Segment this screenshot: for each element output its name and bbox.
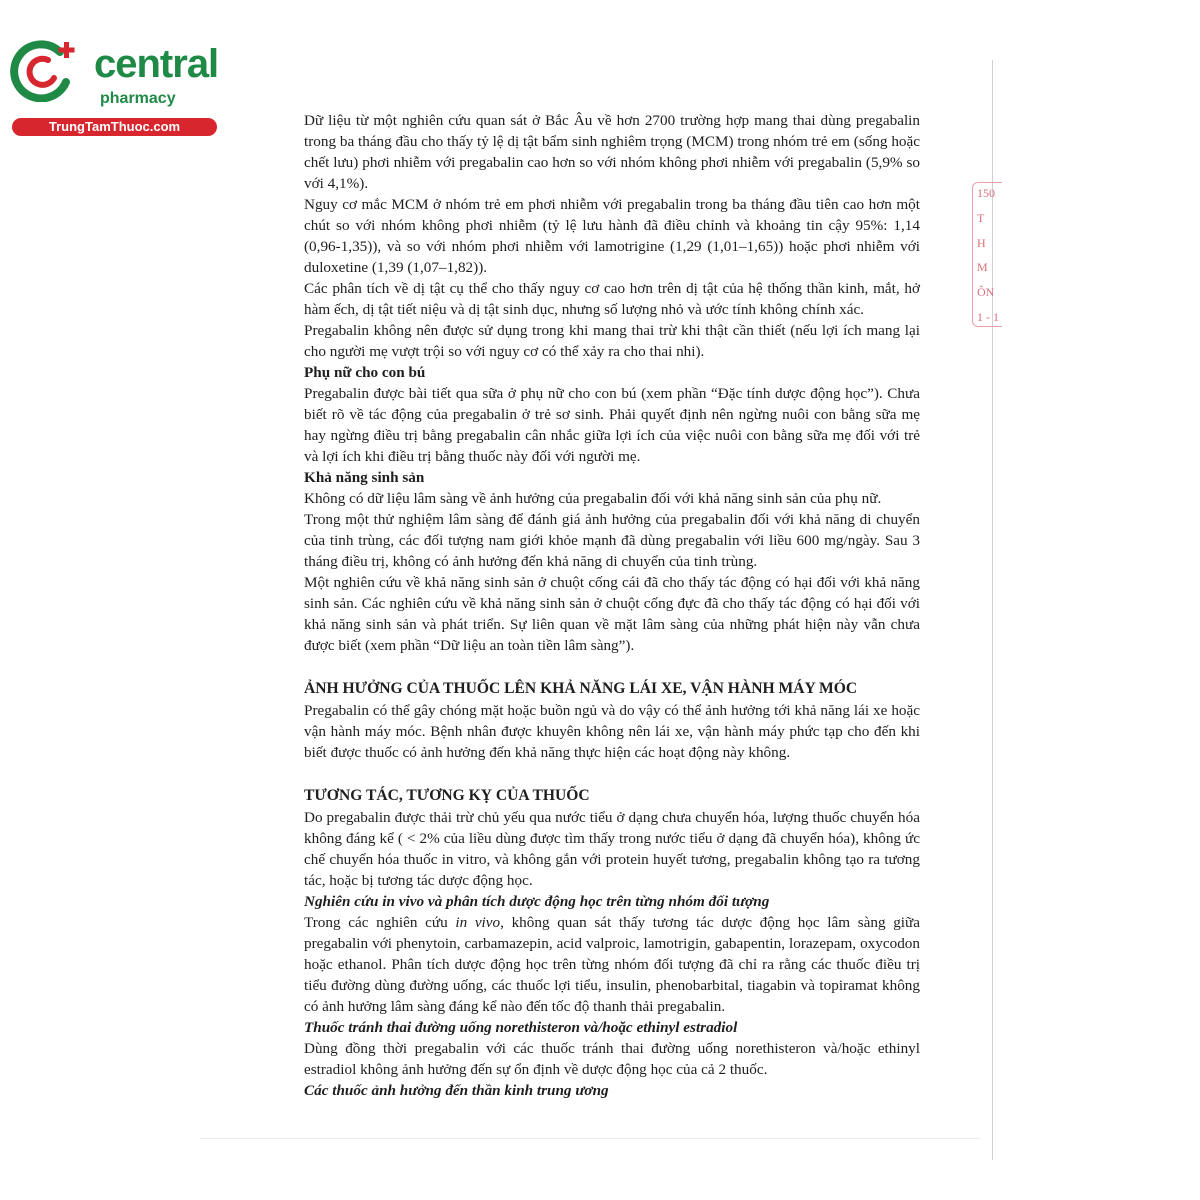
stamp-line: M xyxy=(977,260,988,275)
paragraph: Dữ liệu từ một nghiên cứu quan sát ở Bắc Âu về hơn 2700 trường hợp mang thai dùng pregabalin trong ba tháng đầu cho thấy tỷ lệ dị tật bẩm sinh nghiêm trọng (MCM) trong nhóm trẻ em (sống hoặc chết lưu) phơi nhiễm với pregabalin cao hơn so với nhóm không phơi nhiễm với pregabalin (5,9% so với 4,1%). xyxy=(304,112,920,192)
paragraph: Không có dữ liệu lâm sàng về ảnh hưởng của pregabalin đối với khả năng sinh sản của phụ nữ. xyxy=(304,490,882,507)
stamp-line: 150 xyxy=(977,186,995,200)
paragraph-text: Trong các nghiên cứu xyxy=(304,914,456,931)
central-pharmacy-logo[interactable] xyxy=(10,38,219,138)
paragraph: Pregabalin được bài tiết qua sữa ở phụ nữ cho con bú (xem phần “Đặc tính dược động học”). Chưa biết rõ về tác động của pregabalin ở trẻ sơ sinh. Phải quyết định nên ngừng nuôi con bằng sữa mẹ hay ngừng điều trị bằng pregabalin cân nhắc giữa lợi ích của việc nuôi con bằng sữa mẹ đối với trẻ và lợi ích khi điều trị bằng thuốc này đối với người mẹ. xyxy=(304,385,920,465)
logo-website: TrungTamThuoc.com xyxy=(12,118,217,136)
paragraph: Pregabalin có thể gây chóng mặt hoặc buồn ngủ và do vậy có thể ảnh hưởng tới khả năng lái xe hoặc vận hành máy móc. Bệnh nhân được khuyên không nên lái xe, vận hành máy phức tạp cho đến khi biết được thuốc có ảnh hưởng đến khả năng thực hiện các hoạt động này không. xyxy=(304,702,920,761)
paragraph xyxy=(304,912,920,1017)
subheading-in-vivo: Nghiên cứu in vivo và phân tích dược động học trên từng nhóm đối tượng xyxy=(304,893,770,910)
stamp-line: 1 - 1 xyxy=(977,309,999,324)
paragraph: Một nghiên cứu về khả năng sinh sản ở chuột cống cái đã cho thấy tác động có hại đối với khả năng sinh sản. Các nghiên cứu về khả năng sinh sản ở chuột cống đực đã cho thấy tác động có hại đối với khả năng sinh sản và phát triển. Sự liên quan về mặt lâm sàng của những phát hiện này vẫn chưa được biết (xem phần “Dữ liệu an toàn tiền lâm sàng”). xyxy=(304,574,920,654)
document-body xyxy=(304,110,920,1101)
page-edge-bottom xyxy=(200,1138,980,1139)
subheading-fertility: Khả năng sinh sản xyxy=(304,469,425,486)
paragraph: Dùng đồng thời pregabalin với các thuốc tránh thai đường uống norethisteron và/hoặc ethinyl estradiol không ảnh hưởng đến sự ổn định về dược động học của cả 2 thuốc. xyxy=(304,1040,920,1078)
section-heading-driving: ẢNH HƯỞNG CỦA THUỐC LÊN KHẢ NĂNG LÁI XE, VẬN HÀNH MÁY MÓC xyxy=(304,680,858,697)
subheading-cns-drugs: Các thuốc ảnh hưởng đến thần kinh trung ương xyxy=(304,1082,609,1099)
logo-subtitle: pharmacy xyxy=(100,90,176,107)
paragraph: Các phân tích về dị tật cụ thể cho thấy nguy cơ cao hơn trên dị tật của hệ thống thần kinh, mắt, hở hàm ếch, dị tật tiết niệu và dị tật sinh dục, nhưng số lượng nhỏ và ước tính không chính xác. xyxy=(304,280,920,318)
stamp-line: ÔN xyxy=(977,285,995,300)
logo-brand-text: central xyxy=(94,42,219,86)
paragraph: Nguy cơ mắc MCM ở nhóm trẻ em phơi nhiễm với pregabalin trong ba tháng đầu tiên cao hơn một chút so với nhóm không phơi nhiễm (tỷ lệ lưu hành đã điều chỉnh và khoảng tin cậy 95%: 1,14 (0,96-1,35)), và so với nhóm phơi nhiễm với lamotrigine (1,29 (1,01–1,65)) hoặc phơi nhiễm với duloxetine (1,39 (1,07–1,82)). xyxy=(304,196,920,276)
red-stamp-fragment xyxy=(972,182,1002,327)
pharmacy-cross-c-icon xyxy=(10,38,78,102)
paragraph: Pregabalin không nên được sử dụng trong khi mang thai trừ khi thật cần thiết (nếu lợi ích mang lại cho người mẹ vượt trội so với nguy cơ có thể xảy ra cho thai nhi). xyxy=(304,322,920,360)
stamp-line: H xyxy=(977,235,986,250)
paragraph-emphasis: in vivo xyxy=(455,914,501,931)
paragraph-text: , không quan sát thấy tương tác dược động học lâm sàng giữa pregabalin với phenytoin, carbamazepin, acid valproic, lamotrigin, gabapentin, lorazepam, oxycodon hoặc ethanol. Phân tích dược động học trên từng nhóm đối tượng đã chỉ ra rằng các thuốc điều trị tiểu đường dùng đường uống, các thuốc lợi tiểu, insulin, phenobarbital, tiagabin và topiramat không có ảnh hưởng lâm sàng đáng kể nào đến tốc độ thanh thải pregabalin. xyxy=(304,914,920,1015)
section-heading-interactions: TƯƠNG TÁC, TƯƠNG KỴ CỦA THUỐC xyxy=(304,787,590,804)
stamp-line: T xyxy=(977,210,985,225)
paragraph: Do pregabalin được thải trừ chủ yếu qua nước tiểu ở dạng chưa chuyển hóa, lượng thuốc chuyển hóa không đáng kể ( < 2% của liều dùng được tìm thấy trong nước tiểu ở dạng đã chuyển hóa), không ức chế chuyển hóa thuốc in vitro, và không gắn với protein huyết tương, pregabalin không tạo ra tương tác, hoặc bị tương tác dược động học. xyxy=(304,809,920,889)
paragraph: Trong một thử nghiệm lâm sàng để đánh giá ảnh hưởng của pregabalin đối với khả năng di chuyển của tinh trùng, các đối tượng nam giới khỏe mạnh đã dùng pregabalin với liều 600 mg/ngày. Sau 3 tháng điều trị, không có ảnh hưởng đến khả năng di chuyển của tinh trùng. xyxy=(304,511,920,570)
subheading-contraceptives: Thuốc tránh thai đường uống norethisteron và/hoặc ethinyl estradiol xyxy=(304,1019,738,1036)
subheading-lactation: Phụ nữ cho con bú xyxy=(304,364,426,381)
